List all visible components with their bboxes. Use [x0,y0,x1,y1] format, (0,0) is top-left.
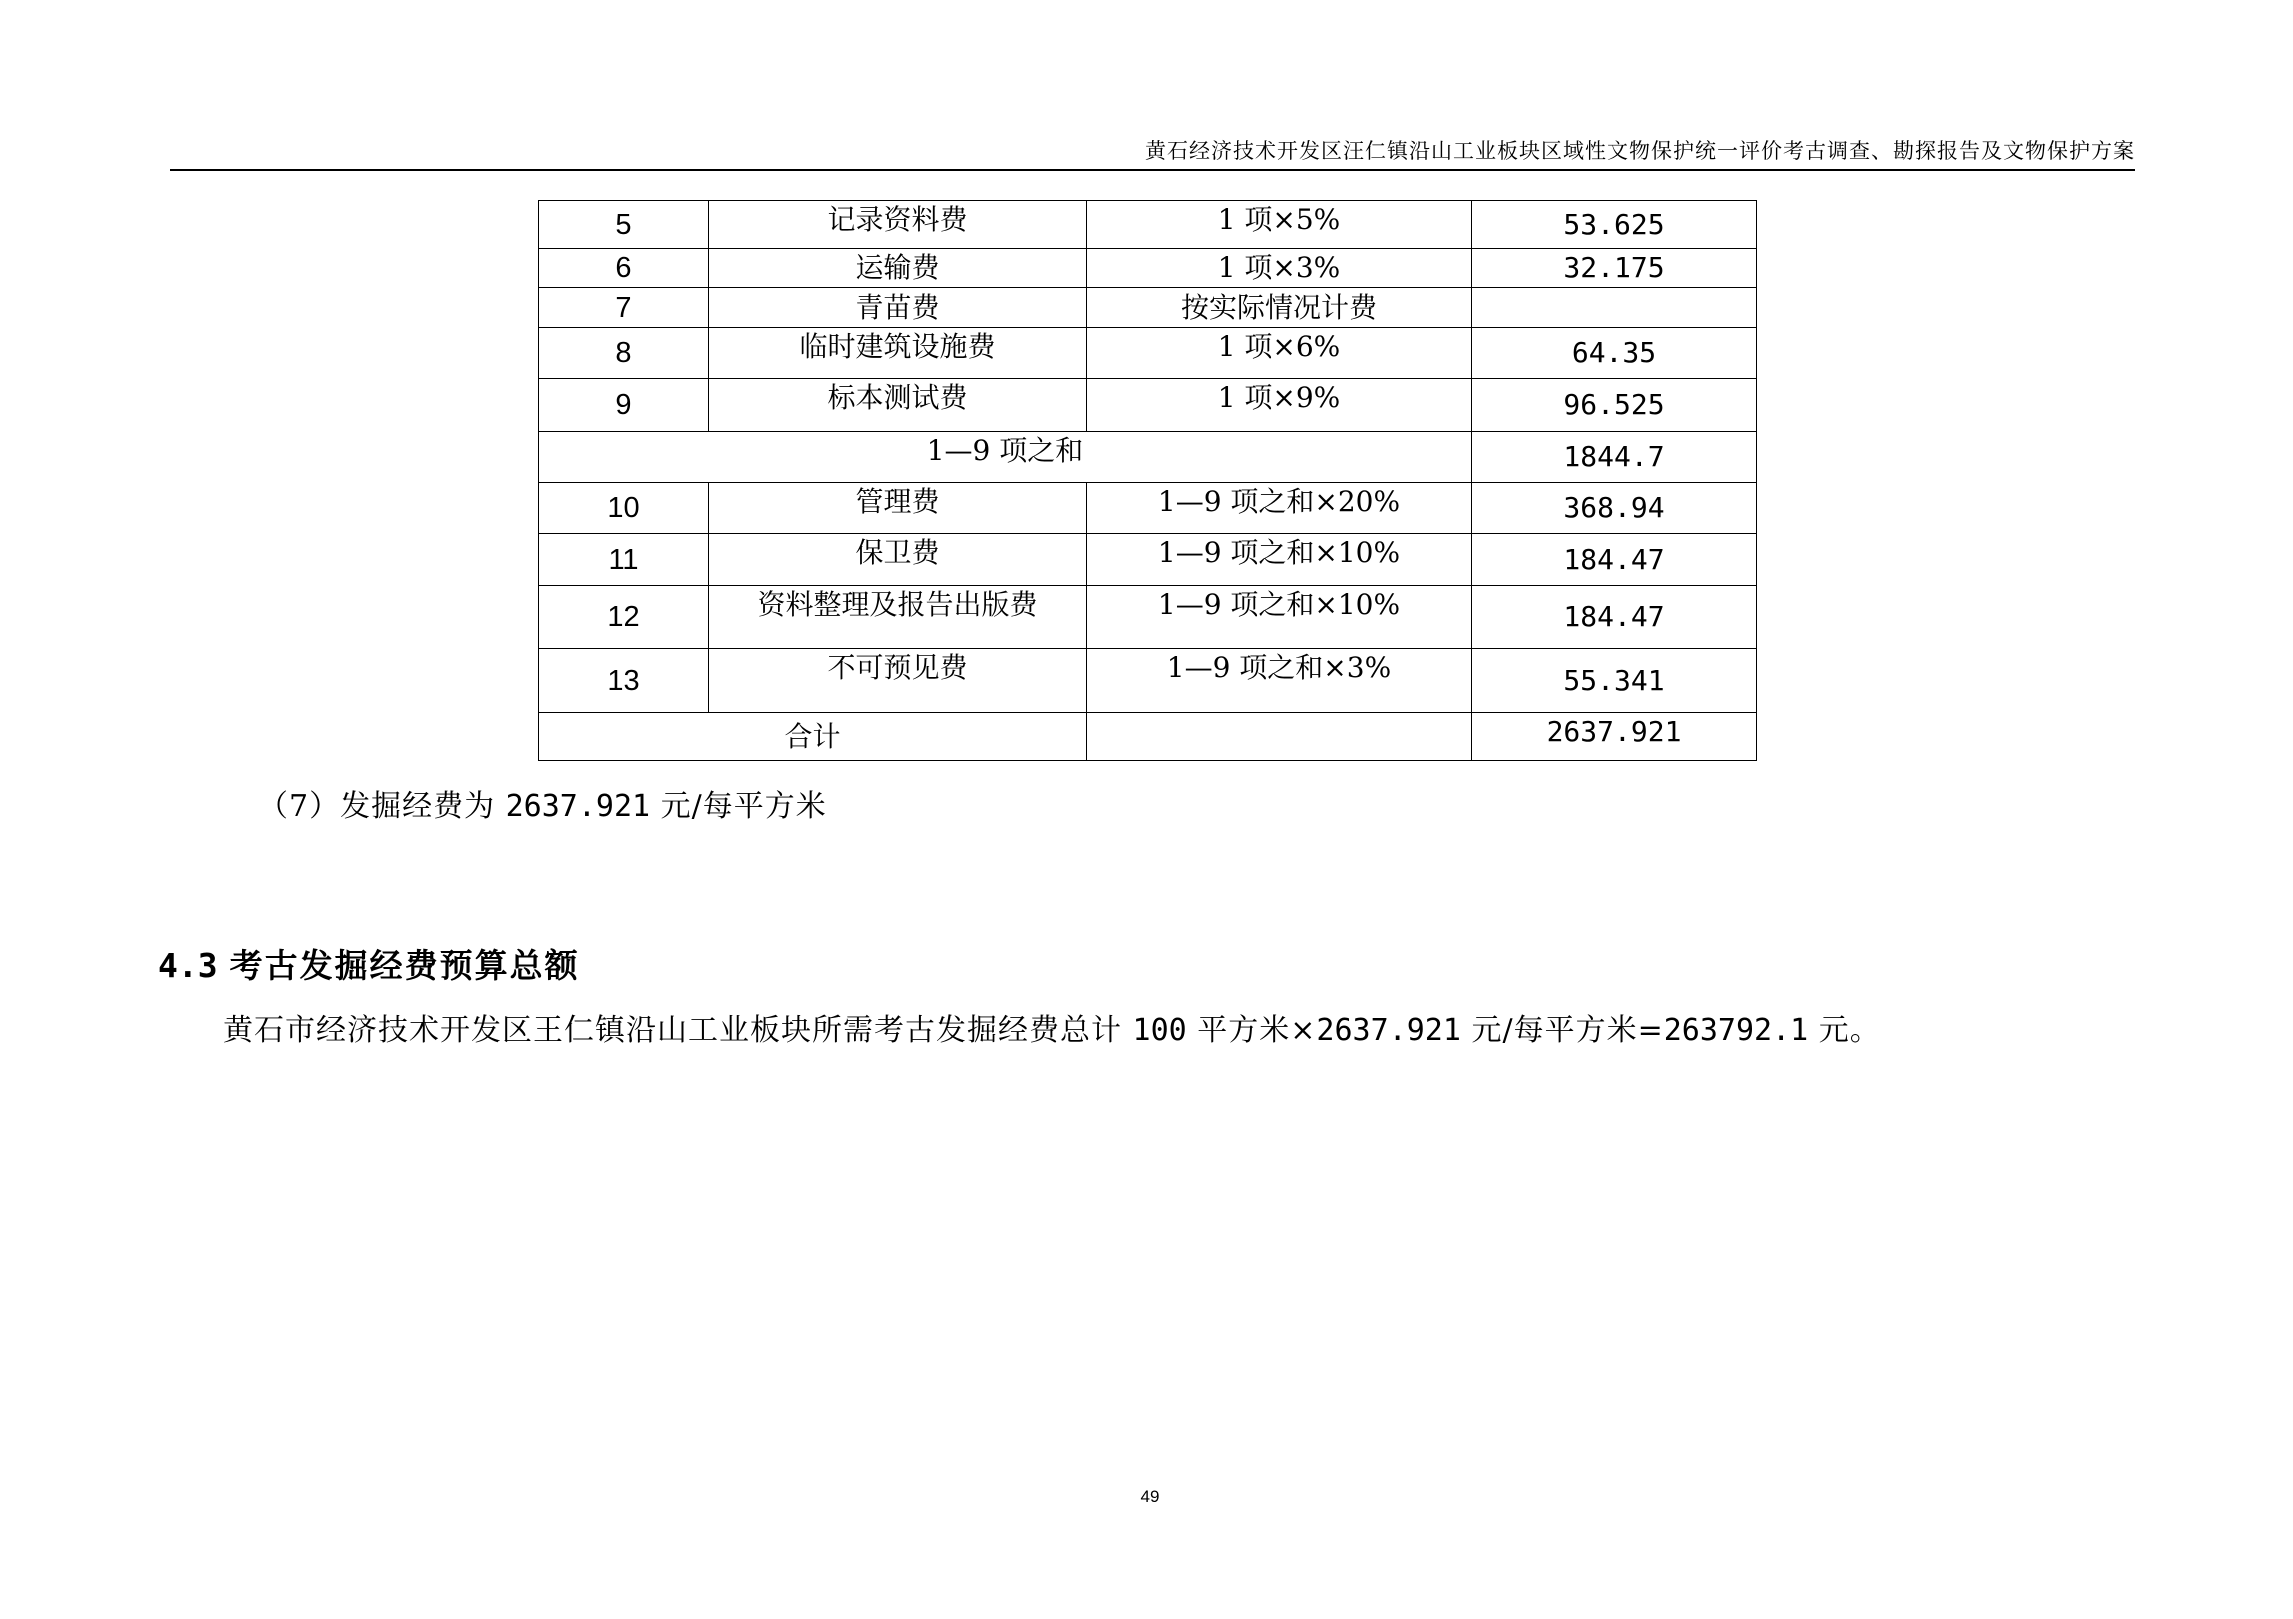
fee-basis: 1—9 项之和×10% [1087,534,1472,586]
fee-note-suffix: 元/每平方米 [650,789,827,824]
fee-item: 不可预见费 [709,649,1087,713]
fee-item: 管理费 [709,483,1087,534]
header-divider [170,169,2135,171]
total-basis [1087,713,1472,761]
fee-item: 资料整理及报告出版费 [709,586,1087,649]
fee-amount: 32.175 [1472,249,1757,288]
fee-item: 运输费 [709,249,1087,288]
page-number: 49 [1140,1487,1160,1506]
fee-amount: 184.47 [1472,586,1757,649]
fee-basis: 1—9 项之和×3% [1087,649,1472,713]
running-header: 黄石经济技术开发区汪仁镇沿山工业板块区域性文物保护统一评价考古调查、勘探报告及文物保护方案 [1145,139,2135,163]
total-row [539,713,1757,761]
fee-item: 青苗费 [709,288,1087,328]
subtotal-label: 1—9 项之和 [539,432,1472,483]
body-text-d: 元。 [1808,1013,1881,1048]
fee-amount: 53.625 [1472,201,1757,249]
section-title: 考古发掘经费预算总额 [229,946,580,985]
row-number: 10 [539,483,709,534]
table-row [539,586,1757,649]
section-heading [158,944,580,988]
body-text-b: 平方米× [1186,1013,1317,1048]
total-amount: 2637.921 [1472,713,1757,761]
row-number: 13 [539,649,709,713]
table-row [539,379,1757,432]
fee-amount: 55.341 [1472,649,1757,713]
fee-item: 记录资料费 [709,201,1087,249]
fee-note-prefix: （7）发掘经费为 [258,789,506,824]
table-row [539,483,1757,534]
table-row [539,288,1757,328]
fee-amount: 96.525 [1472,379,1757,432]
fee-basis: 1 项×6% [1087,328,1472,379]
fee-amount: 64.35 [1472,328,1757,379]
fee-note [258,787,827,827]
fee-item: 保卫费 [709,534,1087,586]
fee-basis: 1 项×5% [1087,201,1472,249]
fee-amount [1472,288,1757,328]
table-row [539,249,1757,288]
row-number: 12 [539,586,709,649]
subtotal-row [539,432,1757,483]
row-number: 5 [539,201,709,249]
fee-amount: 368.94 [1472,483,1757,534]
body-rate: 2637.921 [1316,1013,1461,1048]
fee-item: 标本测试费 [709,379,1087,432]
fee-item: 临时建筑设施费 [709,328,1087,379]
row-number: 6 [539,249,709,288]
table-row [539,328,1757,379]
subtotal-amount: 1844.7 [1472,432,1757,483]
total-label: 合计 [539,713,1087,761]
body-text-c: 元/每平方米= [1460,1013,1664,1048]
row-number: 8 [539,328,709,379]
row-number: 11 [539,534,709,586]
body-paragraph [223,1011,1881,1051]
row-number: 7 [539,288,709,328]
fee-basis: 1 项×3% [1087,249,1472,288]
section-number: 4.3 [158,946,218,985]
fee-amount: 184.47 [1472,534,1757,586]
body-total: 263792.1 [1663,1013,1809,1048]
table-row [539,649,1757,713]
body-text-a: 黄石市经济技术开发区王仁镇沿山工业板块所需考古发掘经费总计 [223,1013,1133,1048]
body-area: 100 [1132,1013,1187,1048]
fee-note-value: 2637.921 [505,789,651,824]
table-row [539,201,1757,249]
fee-basis: 1—9 项之和×10% [1087,586,1472,649]
fee-basis: 按实际情况计费 [1087,288,1472,328]
table-row [539,534,1757,586]
budget-table [538,200,1757,761]
row-number: 9 [539,379,709,432]
fee-basis: 1—9 项之和×20% [1087,483,1472,534]
fee-basis: 1 项×9% [1087,379,1472,432]
